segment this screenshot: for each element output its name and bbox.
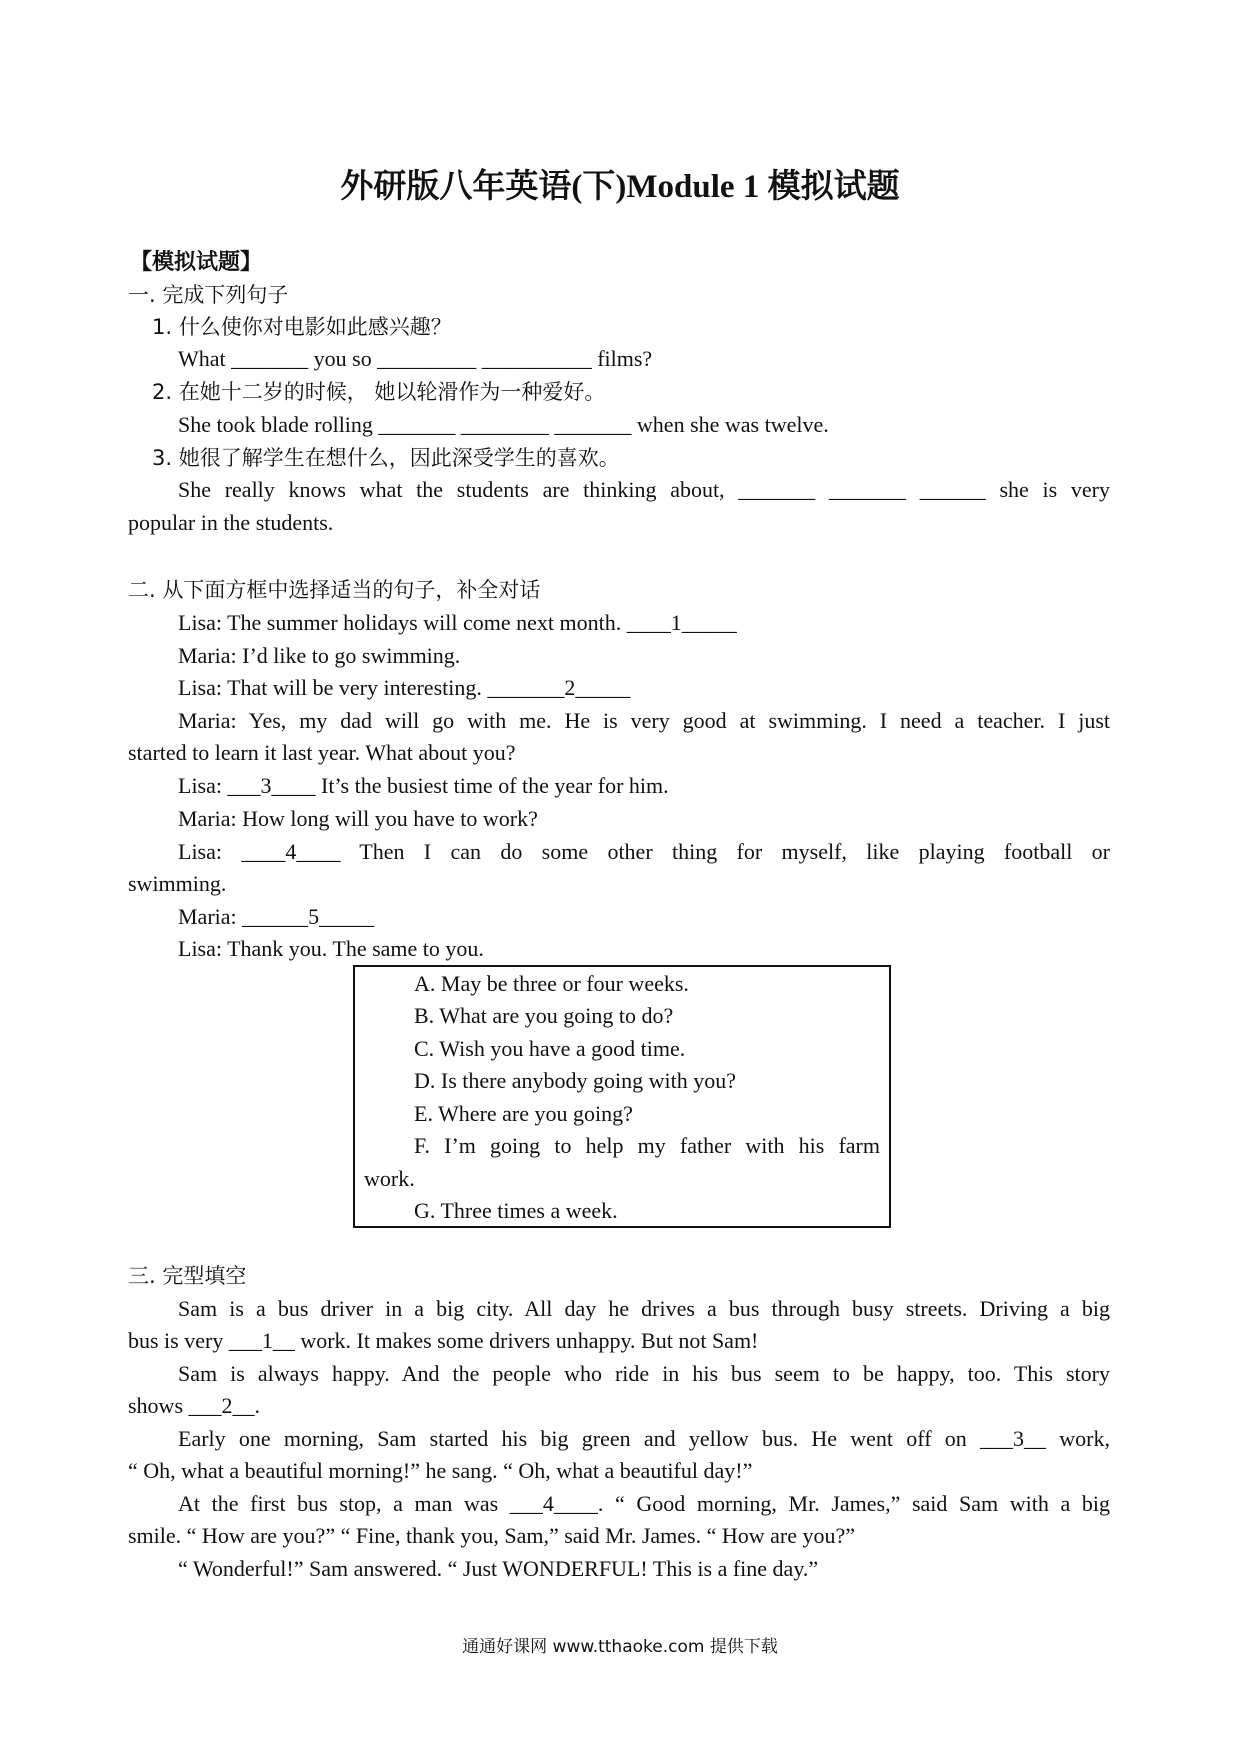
dialogue-line: Lisa: ____4____ Then I can do some other thing for myself, like playing football or [178,839,1110,864]
dialogue-line: Maria: How long will you have to work? [178,806,538,831]
passage-line: bus is very ___1__ work. It makes some drivers unhappy. But not Sam! [128,1328,759,1353]
q1-chinese: 1. 什么使你对电影如此感兴趣？ [152,315,452,339]
page-title: 外研版八年英语(下)Module 1 模拟试题 [340,169,900,205]
option-item: B. What are you going to do? [414,1003,674,1028]
dialogue-line: started to learn it last year. What about you? [128,740,516,765]
dialogue-line: Maria: ______5_____ [178,904,375,929]
dialogue-line: Lisa: That will be very interesting. _______2_____ [178,675,631,700]
section2-heading: 二. 从下面方框中选择适当的句子，补全对话 [128,578,541,602]
q1-english: What _______ you so _________ __________ films? [178,346,653,371]
section1-heading: 一. 完成下列句子 [128,283,289,307]
q2-english: She took blade rolling _______ ________ _______ when she was twelve. [178,412,829,437]
q3-chinese: 3. 她很了解学生在想什么，因此深受学生的喜欢。 [152,446,620,470]
option-item: C. Wish you have a good time. [414,1036,686,1061]
passage-line: shows ___2__. [128,1393,261,1418]
option-item: G. Three times a week. [414,1198,618,1223]
q3-english-line2: popular in the students. [128,510,334,535]
dialogue-line: Maria: Yes, my dad will go with me. He is very good at swimming. I need a teacher. I just [178,708,1110,733]
option-item: D. Is there anybody going with you? [414,1068,736,1093]
passage-line: At the first bus stop, a man was ___4____. “ Good morning, Mr. James,” said Sam with a big [178,1491,1110,1516]
passage-line: “ Oh, what a beautiful morning!” he sang. “ Oh, what a beautiful day!” [128,1458,753,1483]
dialogue-line: Lisa: ___3____ It’s the busiest time of the year for him. [178,773,669,798]
dialogue-line: Lisa: The summer holidays will come next month. ____1_____ [178,610,737,635]
option-item: A. May be three or four weeks. [414,971,689,996]
option-item: E. Where are you going? [414,1101,633,1126]
page-footer: 通通好课网 www.tthaoke.com 提供下载 [462,1637,778,1657]
passage-line: smile. “ How are you?” “ Fine, thank you, Sam,” said Mr. James. “ How are you?” [128,1523,856,1548]
passage-line: Sam is always happy. And the people who ride in his bus seem to be happy, too. This story [178,1361,1110,1386]
exam-heading: 【模拟试题】 [130,250,263,275]
passage-line: “ Wonderful!” Sam answered. “ Just WONDERFUL! This is a fine day.” [178,1556,819,1581]
dialogue-line: Lisa: Thank you. The same to you. [178,936,484,961]
option-item: F. I’m going to help my father with his farm [414,1133,880,1158]
option-item: work. [364,1166,415,1191]
dialogue-line: Maria: I’d like to go swimming. [178,643,461,668]
q2-chinese: 2. 在她十二岁的时候， 她以轮滑作为一种爱好。 [152,380,606,404]
q3-english-line1: She really knows what the students are thinking about, _______ _______ ______ she is very [178,477,1110,502]
passage-line: Sam is a bus driver in a big city. All day he drives a bus through busy streets. Driving a big [178,1296,1110,1321]
dialogue-line: swimming. [128,871,227,896]
passage-line: Early one morning, Sam started his big green and yellow bus. He went off on ___3__ work, [178,1426,1110,1451]
section3-heading: 三. 完型填空 [128,1264,247,1288]
